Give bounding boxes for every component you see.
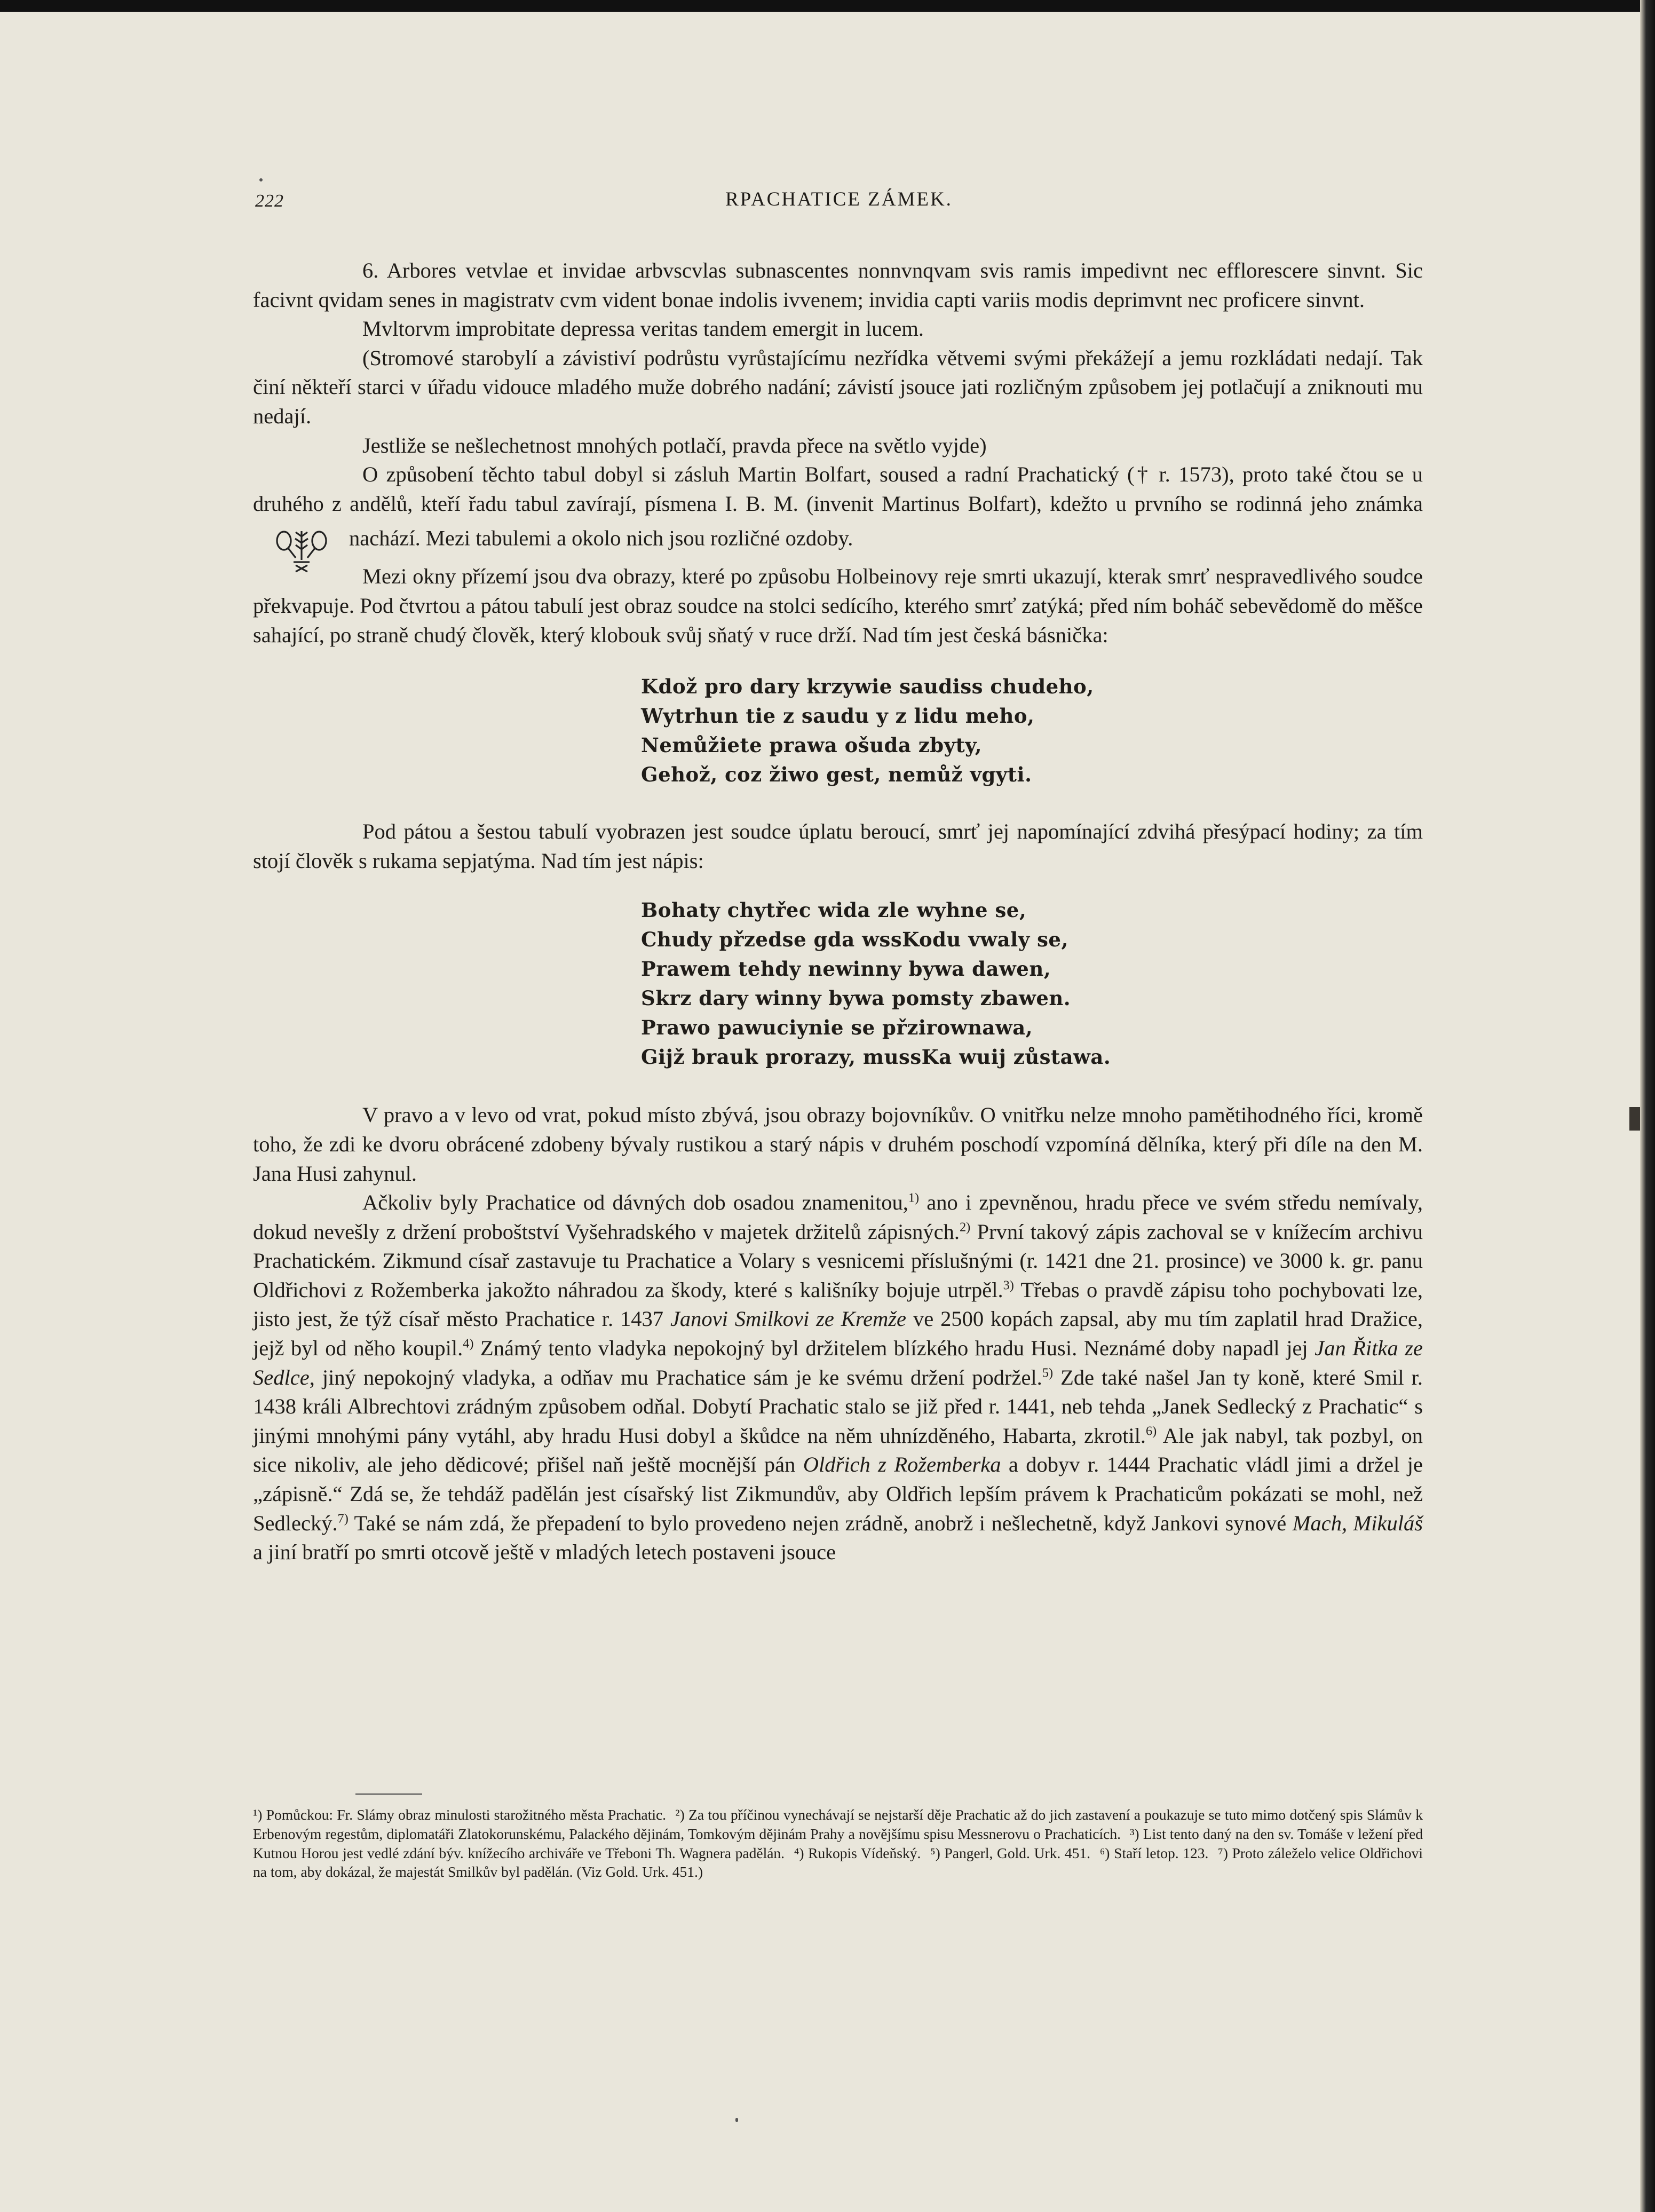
poem-line: Prawo pawuciynie se přzirownawa, bbox=[641, 1016, 1033, 1040]
history-text: Zde také našel Jan ty koně, které Smil r. 1438 králi Albrechtovi zrádným způsobem odňal. Dobytí Prachatic stalo se již před r. 1441, neb tehda „Janek Sedlecký z Prachatic“ s jinými mnohými pány vytáhl, aby hradu Husi dobyl a škůdce na něm uhnízděného, Habarta, zkrotil. bbox=[253, 1365, 1423, 1448]
history-text: První takový zápis zachoval se v knížecím archivu Prachatickém. Zikmund císař zastavuje tu Prachatice a Volary s vesnicemi příslušnými (r. 1421 dne 21. prosince) ve 3000 k. gr. panu Oldřichovi z Rožemberka jakožto náhradou za škody, které s kališníky bojuje utrpěl. bbox=[253, 1219, 1423, 1302]
paragraph-latin-1: 6. Arbores vetvlae et invidae arbvscvlas subnascentes nonnvnqvam svis ramis impedivnt nec efflorescere sinvnt. Sic facivnt qvidam senes in magistratv cvm vident bonae indolis ivvenem; invidia capti variis modis deprimvnt nec proficere sinvnt. bbox=[253, 258, 1423, 312]
history-text: , jiný nepokojný vladyka, a odňav mu Prachatice sám je ke svému držení podržel. bbox=[309, 1365, 1042, 1389]
bolfart-text-end: nachází. Mezi tabulemi a okolo nich jsou rozličné ozdoby. bbox=[349, 526, 853, 550]
footnote-5 bbox=[930, 1845, 1090, 1861]
poem-line: Prawem tehdy newinny bywa dawen, bbox=[641, 957, 1051, 981]
ink-speck bbox=[259, 178, 263, 181]
page-header bbox=[255, 188, 1423, 220]
running-title: RPACHATICE ZÁMEK. bbox=[725, 188, 953, 210]
footnote-text: List tento daný na den sv. Tomáše v ležení před Kutnou Horou jest vedlé zdání býv. knížecího archiváře ve Třeboni Th. Wagnera padělán. bbox=[253, 1825, 1423, 1861]
paragraph-paintings: Mezi okny přízemí jsou dva obrazy, které po způsobu Holbeinovy reje smrti ukazují, kterak smrť nespravedlivého soudce překvapuje. Pod čtvrtou a pátou tabulí jest obraz soudce na stolci sedícího, kterého smrť zatýká; před ním boháč sebevědomě do měšce sahající, po straně chudý člověk, který klobouk svůj sňatý v ruce drží. Nad tím jest česká básnička: bbox=[253, 564, 1423, 647]
page-number: 222 bbox=[255, 191, 284, 211]
footnote-ref: 1) bbox=[908, 1190, 920, 1205]
footnote-text: Rukopis Vídeňský. bbox=[808, 1844, 921, 1861]
poem-line: Gijž brauk prorazy, mussKa wuij zůstawa. bbox=[641, 1045, 1111, 1069]
history-text: Také se nám zdá, že přepadení to bylo provedeno nejen zrádně, anobrž i nešlechetně, když Jankovi synové bbox=[348, 1511, 1287, 1535]
history-text: a dobyv r. 1444 Prachatic vládl jimi a držel je „zápisně.“ Zdá se, že tehdáž padělán jest císařský list Zikmundův, aby Oldřich lepším právem k Prachaticům pokázati se mohl, než Sedlecký. bbox=[253, 1452, 1423, 1535]
history-text: Třebas o pravdě zápisu toho pochybovati lze, jisto jest, že týž císař město Prachatice r. 1437 bbox=[253, 1277, 1423, 1331]
poem-line: Bohaty chytřec wida zle wyhne se, bbox=[641, 898, 1027, 922]
footnote-ref: 4) bbox=[463, 1336, 474, 1351]
footnote-text: Pangerl, Gold. Urk. 451. bbox=[944, 1844, 1091, 1861]
history-text: Známý tento vladyka nepokojný byl držitelem blízkého hradu Husi. Neznámé doby napadl jej bbox=[473, 1336, 1308, 1361]
poem-line: Kdož pro dary krzywie saudiss chudeho, bbox=[641, 675, 1094, 699]
footnote-divider bbox=[355, 1794, 422, 1795]
footnote-text: Za tou příčinou vynechávají se nejstarší děje Prachatic až do jich zastavení a poukazuje se tuto mimo dotčený spis Slámův k Erbenovým regestům, diplomatáři Zlatokorunskému, Palackého dějinám, Tomkovým dějinám Prahy a novějšímu spisu Messnerovu o Prachaticích. bbox=[253, 1806, 1423, 1842]
footnotes bbox=[253, 1805, 1423, 1882]
footnote-6 bbox=[1100, 1845, 1209, 1861]
paragraph-history bbox=[253, 1188, 1423, 1567]
person-name: Jan Řitka ze Sedlce bbox=[253, 1336, 1423, 1389]
paragraph-translation: (Stromové starobylí a závistiví podrůstu vyrůstajícímu nezřídka větvemi svými překážejí a jemu rozkládati nedají. Tak činí někteří starci v úřadu vidouce mladého muže dobrého nadání; závistí jsouce jati rozličným způsobem jej potlačují a zniknouti mu nedají. bbox=[253, 345, 1423, 428]
footnote-number: ⁵) bbox=[930, 1844, 940, 1861]
footnote-number: ⁷) bbox=[1218, 1844, 1228, 1861]
person-name: Mach, Mikuláš bbox=[1292, 1511, 1423, 1535]
poem-line: Chudy přzedse gda wssKodu vwaly se, bbox=[641, 928, 1068, 952]
history-text: a jiní bratří po smrti otcově ještě v mladých letech postaveni jsouce bbox=[253, 1540, 836, 1565]
footnote-number: ⁶) bbox=[1099, 1844, 1110, 1861]
person-name: Oldřich z Rožemberka bbox=[803, 1452, 1001, 1477]
ink-speck bbox=[735, 2118, 738, 2122]
history-text: Ačkoliv byly Prachatice od dávných dob osadou znamenitou, bbox=[362, 1190, 908, 1215]
poem-first bbox=[641, 672, 1423, 789]
footnote-block bbox=[253, 1805, 1423, 1882]
footnote-text: Proto záleželo velice Oldřichovi na tom, aby dokázal, že majestát Smilkův byl padělán. (Viz Gold. Urk. 451.) bbox=[253, 1844, 1423, 1881]
paragraph-latin-2: Mvltorvm improbitate depressa veritas tandem emergit in lucem. bbox=[362, 317, 924, 341]
footnote-4 bbox=[794, 1845, 921, 1861]
bolfart-text-start: O způsobení těchto tabul dobyl si zásluh Martin Bolfart, soused a radní Prachatický († r. 1573), proto také čtou se u druhého z andělů, kteří řadu tabul zavírají, písmena I. B. M. (invenit Martinus Bolfart), kdežto u prvního se rodinná jeho známka bbox=[253, 462, 1423, 516]
paragraph-warriors: V pravo a v levo od vrat, pokud místo zbývá, jsou obrazy bojovníkův. O vnitřku nelze mnoho pamětihodného říci, kromě toho, že zdi ke dvoru obrácené zdobeny bývaly rustikou a starý nápis v druhém poschodí vzpomíná dělníka, který při díle na den M. Jana Husi zahynul. bbox=[253, 1103, 1423, 1186]
footnote-text: Pomůckou: Fr. Slámy obraz minulosti starožitného města Prachatic. bbox=[266, 1806, 667, 1823]
footnote-number: ¹) bbox=[253, 1806, 263, 1823]
person-name: Janovi Smilkovi ze Kremže bbox=[670, 1307, 907, 1331]
poem-line: Nemůžiete prawa ošuda zbyty, bbox=[641, 733, 983, 757]
poem-line: Wytrhun tie z saudu y z lidu meho, bbox=[641, 704, 1035, 728]
footnote-ref: 6) bbox=[1145, 1424, 1157, 1439]
scan-right-border bbox=[1640, 0, 1655, 2212]
document-page bbox=[0, 12, 1640, 2212]
paragraph-judge: Pod pátou a šestou tabulí vyobrazen jest soudce úplatu beroucí, smrť jej napomínající zdvihá přesýpací hodiny; za tím stojí člověk s rukama sepjatýma. Nad tím jest nápis: bbox=[253, 819, 1423, 873]
body-text bbox=[253, 256, 1423, 1567]
footnote-ref: 3) bbox=[1003, 1278, 1014, 1293]
paragraph-bolfart bbox=[253, 460, 1423, 562]
footnote-ref: 7) bbox=[337, 1511, 349, 1526]
history-text: ano i zpevněnou, hradu přece ve svém středu nemívaly, dokud nevešly z držení proboštství Vyšehradského v majetek držitelů zápisných. bbox=[253, 1190, 1423, 1244]
footnote-ref: 5) bbox=[1042, 1365, 1054, 1380]
paragraph-translation-end: Jestliže se nešlechetnost mnohých potlačí, pravda přece na světlo vyjde) bbox=[362, 433, 987, 457]
scan-edge-mark bbox=[1629, 1107, 1640, 1131]
footnote-number: ³) bbox=[1130, 1825, 1139, 1842]
history-text: ve 2500 kopách zapsal, aby mu tím zaplatil hrad Dražice, jejž byl od něho koupil. bbox=[253, 1307, 1423, 1361]
footnote-number: ⁴) bbox=[794, 1844, 804, 1861]
footnote-1 bbox=[253, 1806, 666, 1823]
scan-top-border bbox=[0, 0, 1655, 12]
poem-second bbox=[641, 896, 1423, 1072]
poem-line: Skrz dary winny bywa pomsty zbawen. bbox=[641, 986, 1071, 1010]
family-mark-icon bbox=[272, 529, 331, 573]
footnote-number: ²) bbox=[675, 1806, 685, 1823]
poem-line: Gehož, coz žiwo gest, nemůž vgyti. bbox=[641, 763, 1032, 787]
footnote-text: Staří letop. 123. bbox=[1114, 1844, 1209, 1861]
footnote-ref: 2) bbox=[959, 1220, 971, 1235]
history-text: Ale jak nabyl, tak pozbyl, on sice nikoliv, ale jeho dědicové; přišel naň ještě mocnější pán bbox=[253, 1423, 1423, 1477]
